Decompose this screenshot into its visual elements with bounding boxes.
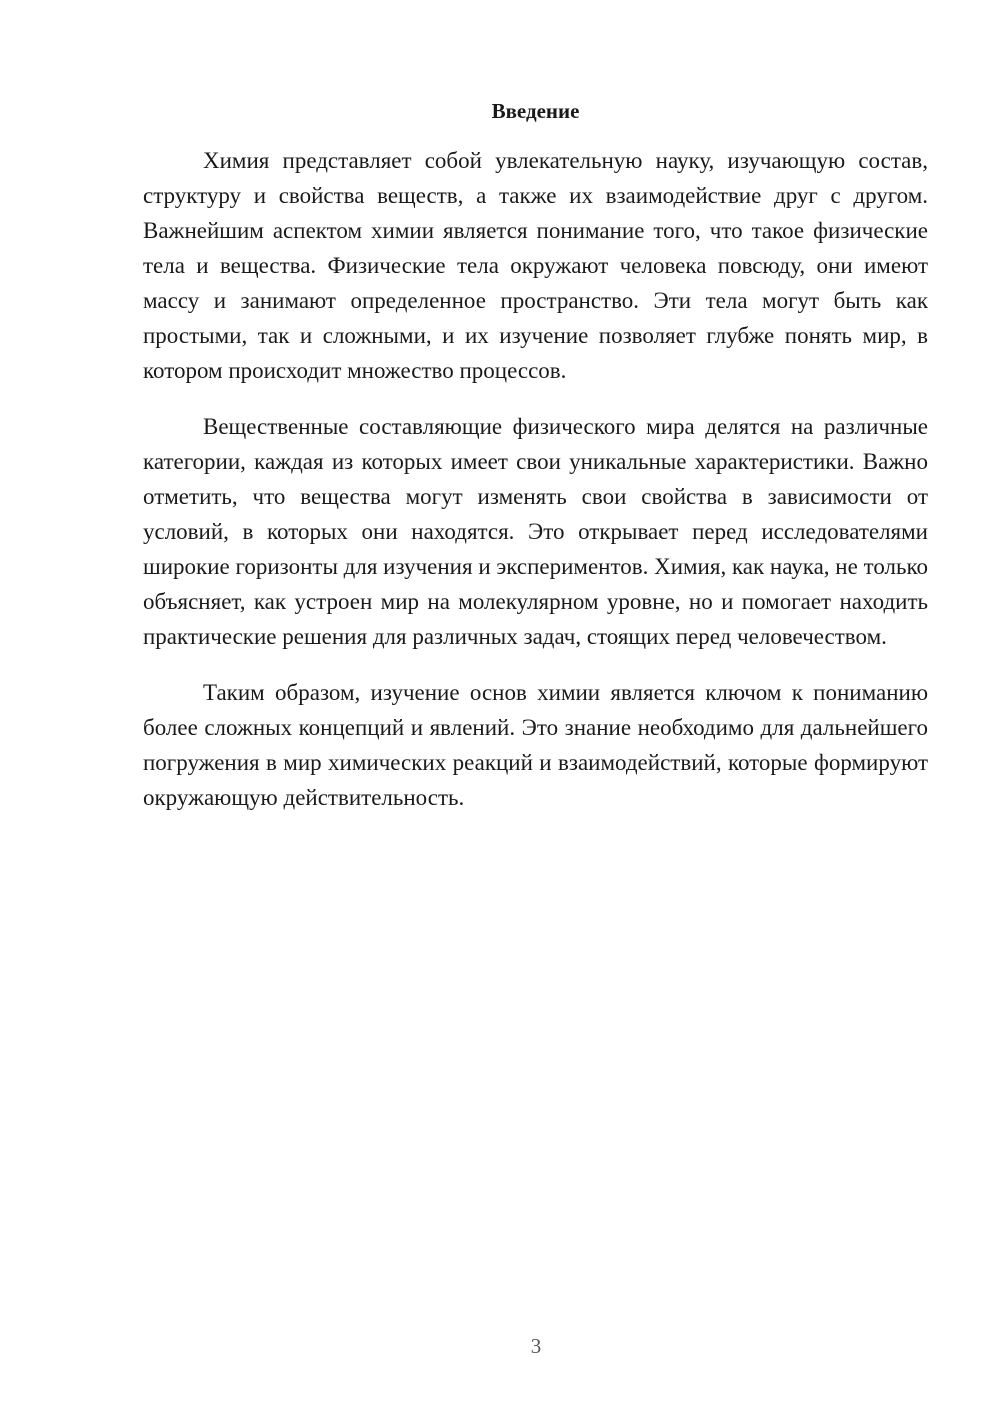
body-text <box>143 143 928 815</box>
paragraph-2: Вещественные составляющие физического мира делятся на различные категории, каждая из которых имеет свои уникальные характеристики. Важно отметить, что вещества могут изменять свои свойства в зависимости от условий, в которых они находятся. Это открывает перед исследователями широкие горизонты для изучения и экспериментов. Химия, как наука, не только объясняет, как устроен мир на молекулярном уровне, но и помогает находить практические решения для различных задач, стоящих перед человечеством. <box>143 414 928 649</box>
paragraph-1: Химия представляет собой увлекательную науку, изучающую состав, структуру и свойства веществ, а также их взаимодействие друг с другом. Важнейшим аспектом химии является понимание того, что такое физические тела и вещества. Физические тела окружают человека повсюду, они имеют массу и занимают определенное пространство. Эти тела могут быть как простыми, так и сложными, и их изучение позволяет глубже понять мир, в котором происходит множество процессов. <box>143 148 928 383</box>
paragraph-3: Таким образом, изучение основ химии является ключом к пониманию более сложных концепций и явлений. Это знание необходимо для дальнейшего погружения в мир химических реакций и взаимодействий, которые формируют окружающую действительность. <box>143 680 928 810</box>
section-title: Введение <box>491 99 580 123</box>
page-number: 3 <box>530 1334 542 1358</box>
